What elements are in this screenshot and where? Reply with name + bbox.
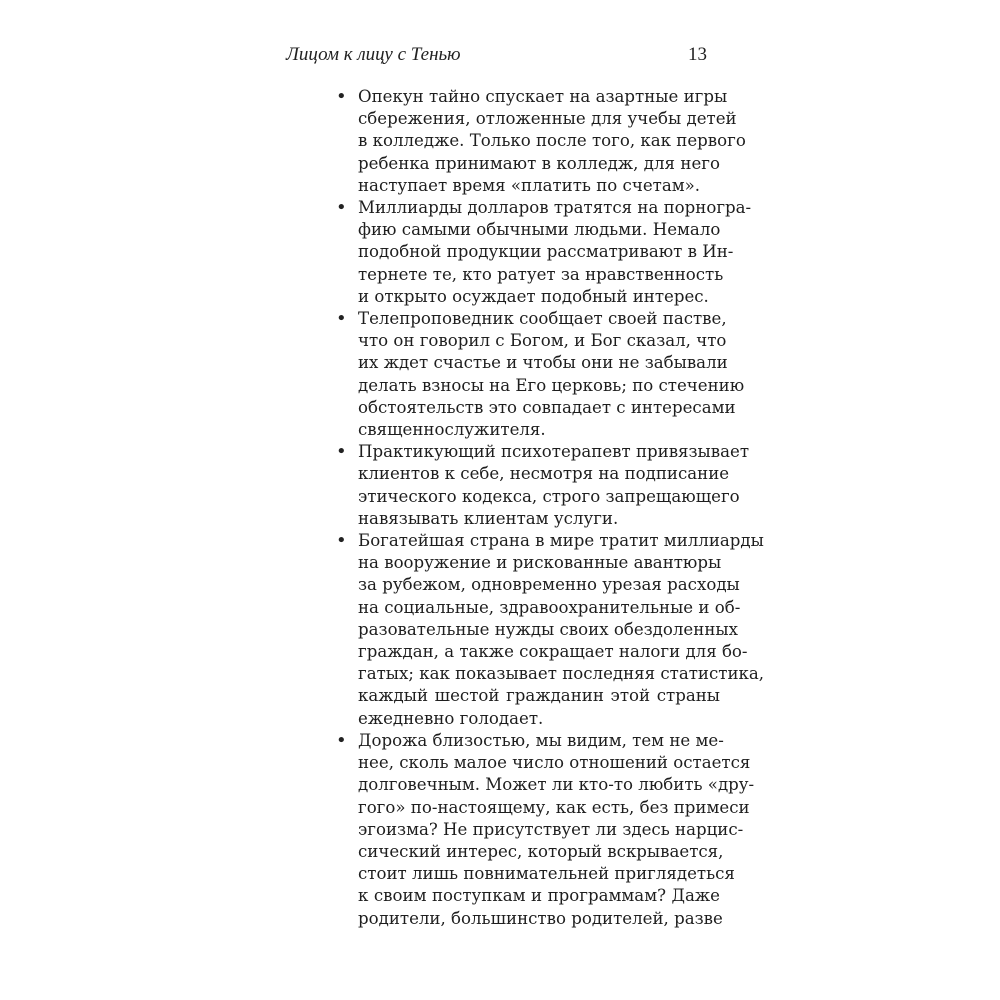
text-line: Опекун тайно спускает на азартные игры [358, 87, 728, 106]
list-item [324, 308, 745, 441]
text-line: каждый шестой гражданин этой страны [358, 686, 720, 706]
bullet-marker: • [336, 86, 347, 107]
text-line: к своим поступкам и программам? Даже [358, 886, 720, 906]
text-line: ежедневно голодает. [358, 708, 544, 728]
text-line: Дорожа близостью, мы видим, тем не ме- [358, 730, 724, 750]
text-line: навязывать клиентам услуги. [358, 508, 619, 528]
text-line: подобной продукции рассматривают в Ин- [358, 242, 734, 262]
list-item [324, 530, 765, 730]
text-line: родители, большинство родителей, разве [358, 908, 723, 928]
text-line: Богатейшая страна в мире тратит миллиарды [358, 531, 764, 551]
text-line: за рубежом, одновременно урезая расходы [358, 575, 740, 595]
text-line: в колледже. Только после того, как первого [358, 131, 746, 151]
text-line: Телепроповедник сообщает своей пастве, [358, 309, 727, 329]
bullet-marker: • [336, 441, 347, 463]
text-line: на социальные, здравоохранительные и об- [358, 597, 741, 617]
bullet-marker: • [336, 197, 347, 219]
bullet-text [358, 441, 749, 530]
bullet-marker: • [336, 530, 347, 552]
bullet-text [358, 197, 752, 308]
text-line: Миллиарды долларов тратятся на порногра- [358, 198, 752, 218]
text-line: эгоизма? Не присутствует ли здесь нарцис- [358, 819, 744, 839]
list-item [324, 86, 746, 197]
text-line: граждан, а также сокращает налоги для бо- [358, 642, 748, 662]
bullet-text [358, 730, 755, 930]
bullet-text [358, 86, 746, 197]
text-line: этического кодекса, строго запрещающего [358, 486, 740, 506]
bullet-text [358, 308, 745, 441]
text-line: Практикующий психотерапевт привязывает [358, 442, 749, 462]
text-line: гого» по-настоящему, как есть, без примеси [358, 797, 750, 817]
text-line: на вооружение и рискованные авантюры [358, 553, 722, 573]
bullet-list [324, 86, 765, 930]
text-line: и открыто осуждает подобный интерес. [358, 286, 709, 306]
text-line: фию самыми обычными людьми. Немало [358, 220, 721, 240]
list-item [324, 729, 755, 930]
text-line: их ждет счастье и чтобы они не забывали [358, 353, 728, 373]
text-line: разовательные нужды своих обездоленных [358, 619, 738, 639]
text-line: наступает время «платить по счетам». [358, 175, 701, 195]
list-item [324, 441, 749, 530]
text-line: гатых; как показывает последняя статистика, [358, 664, 765, 684]
text-line: что он говорил с Богом, и Бог сказал, что [358, 331, 727, 351]
text-line: сический интерес, который вскрывается, [358, 841, 724, 861]
text-line: долговечным. Может ли кто-то любить «дру- [358, 775, 755, 795]
list-item [324, 197, 752, 308]
text-line: тернете те, кто ратует за нравственность [358, 264, 724, 284]
text-line: ребенка принимают в колледж, для него [358, 153, 720, 173]
bullet-marker: • [336, 729, 347, 751]
text-line: клиентов к себе, несмотря на подписание [358, 464, 730, 484]
text-line: нее, сколь малое число отношений остается [358, 753, 751, 773]
bullet-marker: • [336, 308, 347, 330]
running-title: Лицом к лицу с Тенью [286, 44, 461, 65]
bullet-text [358, 530, 765, 730]
text-line: сбережения, отложенные для учебы детей [358, 109, 737, 129]
text-line: обстоятельств это совпадает с интересами [358, 397, 736, 417]
text-line: стоит лишь повнимательней приглядеться [358, 864, 735, 884]
text-line: делать взносы на Его церковь; по стечению [358, 375, 745, 395]
text-line: священнослужителя. [358, 420, 546, 440]
page-number: 13 [688, 44, 707, 65]
